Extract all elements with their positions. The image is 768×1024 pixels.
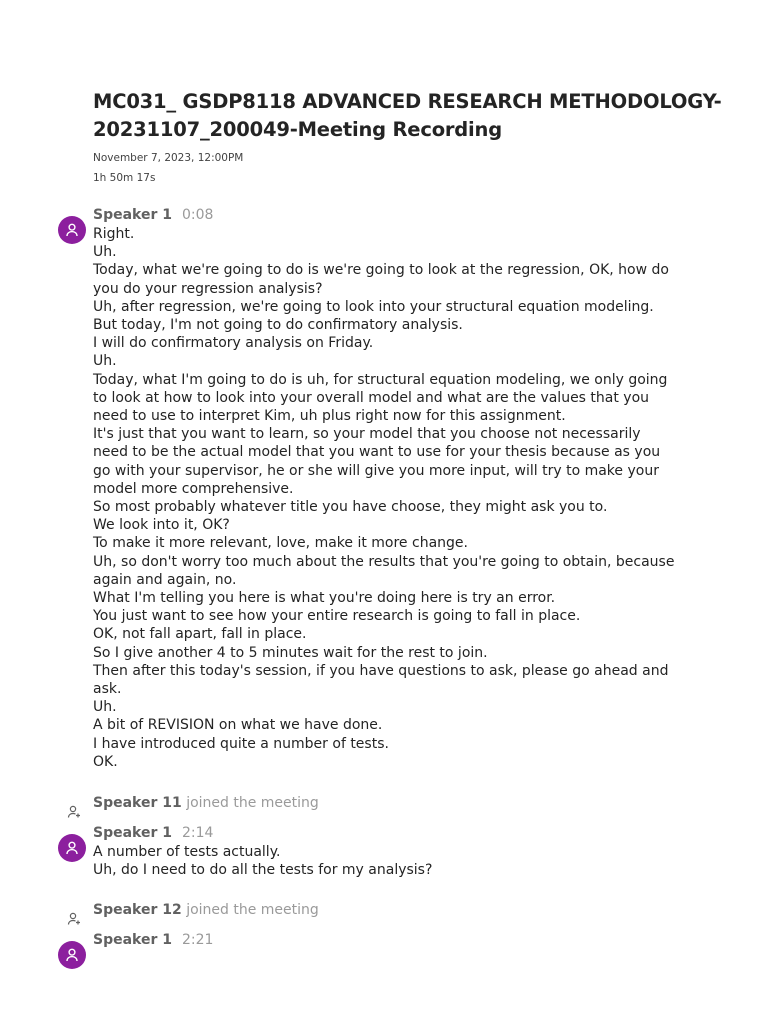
speaker-name: Speaker 1	[93, 931, 172, 948]
utterance: It's just that you want to learn, so your model that you choose not necessarily need to be the actual model that you want to use for your thesis because as you go with your supervisor, he or she will give you more input, will try to make your model more comprehensive.	[93, 426, 661, 497]
page-title: MC031_ GSDP8118 ADVANCED RESEARCH METHODOLOGY-20231107_200049-Meeting Recording	[93, 90, 722, 141]
speaker-line	[93, 930, 768, 950]
join-speaker-name: Speaker 12	[93, 901, 182, 918]
transcript-list	[0, 205, 768, 950]
person-icon	[58, 941, 86, 969]
utterance: So I give another 4 to 5 minutes wait for the rest to join.	[93, 644, 488, 661]
utterance: Uh, do I need to do all the tests for my analysis?	[93, 862, 433, 879]
meeting-header	[93, 88, 733, 188]
join-text: joined the meeting	[186, 795, 319, 812]
utterance: Uh.	[93, 699, 117, 716]
utterance: Uh, after regression, we're going to look into your structural equation modeling.	[93, 298, 654, 315]
meeting-duration: 1h 50m 17s	[93, 172, 156, 184]
utterance: A number of tests actually.	[93, 844, 281, 861]
utterance: Then after this today's session, if you have questions to ask, please go ahead and ask.	[93, 662, 669, 698]
utterance: OK, not fall apart, fall in place.	[93, 626, 307, 643]
speaker-line	[93, 823, 768, 843]
utterance: So most probably whatever title you have choose, they might ask you to.	[93, 499, 608, 516]
speaker-line	[93, 205, 768, 225]
timestamp[interactable]: 0:08	[182, 207, 214, 223]
utterance: You just want to see how your entire research is going to fall in place.	[93, 608, 581, 625]
transcript-entry	[0, 823, 768, 879]
person-icon	[58, 216, 86, 244]
speaker-name: Speaker 1	[93, 207, 172, 223]
utterance: Uh.	[93, 244, 117, 261]
utterance: I will do confirmatory analysis on Friday.	[93, 335, 374, 352]
utterance: But today, I'm not going to do confirmatory analysis.	[93, 317, 463, 334]
utterance: We look into it, OK?	[93, 517, 230, 534]
timestamp[interactable]: 2:21	[182, 931, 214, 948]
join-speaker-name: Speaker 11	[93, 795, 182, 812]
utterance: Uh.	[93, 353, 117, 370]
speaker-name: Speaker 1	[93, 825, 172, 842]
utterance: I have introduced quite a number of tests.	[93, 735, 389, 752]
transcript-entry	[0, 930, 768, 950]
utterance: OK.	[93, 753, 118, 770]
utterance: Uh, so don't worry too much about the results that you're going to obtain, because again and again, no.	[93, 553, 675, 588]
utterance: To make it more relevant, love, make it more change.	[93, 535, 468, 552]
person-icon	[58, 834, 86, 862]
utterance: Today, what we're going to do is we're going to look at the regression, OK, how do you do your regression analysis?	[93, 262, 669, 297]
transcript-entry	[0, 205, 768, 771]
join-text: joined the meeting	[186, 901, 319, 918]
join-event	[0, 900, 768, 920]
join-event	[0, 793, 768, 813]
utterance: A bit of REVISION on what we have done.	[93, 717, 383, 734]
meeting-date: November 7, 2023, 12:00PM	[93, 152, 244, 164]
person-add-icon	[66, 911, 82, 927]
timestamp[interactable]: 2:14	[182, 825, 214, 842]
person-add-icon	[66, 804, 82, 820]
utterance: Today, what I'm going to do is uh, for structural equation modeling, we only going to look at how to look into your overall model and what are the values that you need to use to interpret Kim, uh plus right now for this assignment.	[93, 371, 668, 425]
utterance: Right.	[93, 226, 135, 242]
utterance: What I'm telling you here is what you're doing here is try an error.	[93, 590, 556, 607]
